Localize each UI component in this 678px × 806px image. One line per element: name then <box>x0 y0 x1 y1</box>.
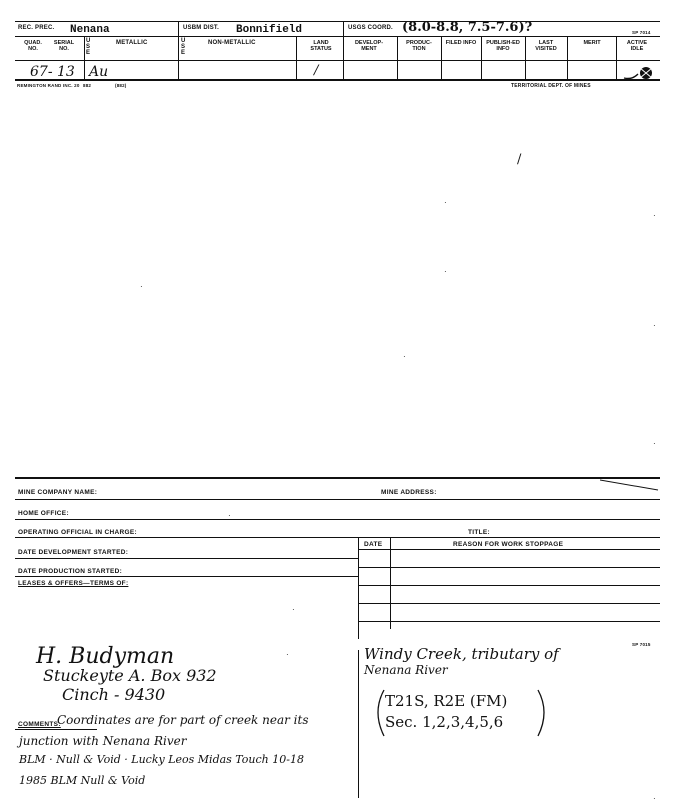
divider <box>397 36 398 79</box>
col-last-visited: LAST VISITED <box>535 40 557 52</box>
rec-prec-label: REC. PREC. <box>18 25 55 31</box>
corner-mark <box>600 478 660 492</box>
col-quad-no: QUAD. NO. <box>24 40 42 52</box>
speck: · <box>653 211 656 220</box>
col-s: S <box>86 44 91 50</box>
col-published-info: PUBLISH-ED INFO <box>486 40 520 52</box>
col-land-status: LAND STATUS <box>310 40 332 52</box>
divider <box>84 36 85 79</box>
stray-mark: / <box>517 152 522 167</box>
dev-started-label: DATE DEVELOPMENT STARTED: <box>18 549 129 556</box>
quad-serial-value: 67- 13 <box>30 64 75 80</box>
col-development: DEVELOP-MENT <box>354 40 384 52</box>
divider <box>616 36 617 79</box>
usgs-coord-label: USGS COORD. <box>348 25 393 31</box>
col-production: PRODUC-TION <box>406 40 432 52</box>
speck: · <box>403 352 406 361</box>
usgs-coord-value: (8.0-8.8, 7.5-7.6)? <box>402 20 533 35</box>
col-active-idle: ACTIVE IDLE <box>626 40 648 52</box>
speck: · <box>140 282 143 291</box>
divider <box>358 621 660 622</box>
handwritten-township-1: T21S, R2E (FM) <box>385 692 508 710</box>
title-label: TITLE: <box>468 529 491 536</box>
col-serial-no: SERIAL NO. <box>53 40 75 52</box>
handwritten-address-2: Cinch - 9430 <box>62 685 166 704</box>
divider <box>178 21 179 79</box>
divider <box>15 477 660 479</box>
col-u: U <box>86 38 91 44</box>
divider <box>15 499 660 500</box>
reason-stoppage-label: REASON FOR WORK STOPPAGE <box>453 541 564 548</box>
divider <box>15 729 97 730</box>
form-number-2: SP 7015 <box>632 642 651 647</box>
form-number: SP 7014 <box>632 30 651 35</box>
speck: · <box>653 794 656 803</box>
operating-official-label: OPERATING OFFICIAL IN CHARGE: <box>18 529 137 536</box>
printer-code-1: 882 <box>83 83 92 88</box>
header-top-rule <box>15 21 660 22</box>
divider <box>358 537 359 639</box>
usbm-dist-value: Bonnifield <box>236 24 303 36</box>
printer-note: REMINGTON RAND INC. 20 <box>17 83 80 88</box>
handwritten-township-2: Sec. 1,2,3,4,5,6 <box>385 713 504 731</box>
speck: · <box>653 321 656 330</box>
printer-code-2: (882) <box>115 83 127 88</box>
comment-line-2: junction with Nenana River <box>19 734 187 748</box>
col-e: E <box>86 50 91 56</box>
speck: · <box>444 198 447 207</box>
comment-line-1: Coordinates are for part of creek near its <box>57 713 309 727</box>
metallic-value: Au <box>89 64 109 80</box>
divider <box>343 21 344 79</box>
township-bracket <box>372 688 552 738</box>
col-e-2: E <box>181 50 186 56</box>
home-office-label: HOME OFFICE: <box>18 510 69 517</box>
col-s-2: S <box>181 44 186 50</box>
col-filed-info: FILED INFO <box>445 40 477 46</box>
header-row-rule <box>15 60 660 61</box>
header-bottom-rule <box>15 79 660 81</box>
col-u-2: U <box>181 38 186 44</box>
speck: · <box>653 439 656 448</box>
col-metallic: METALLIC <box>116 40 148 46</box>
speck: · <box>228 511 231 520</box>
divider <box>15 519 660 520</box>
handwritten-location-1: Windy Creek, tributary of <box>364 645 559 663</box>
rec-prec-value: Nenana <box>70 24 110 36</box>
divider <box>358 585 660 586</box>
divider <box>296 36 297 79</box>
divider <box>15 537 660 538</box>
divider <box>525 36 526 79</box>
divider <box>358 549 660 550</box>
usbm-dist-label: USBM DIST. <box>183 25 220 31</box>
divider <box>481 36 482 79</box>
dept-label: TERRITORIAL DEPT. OF MINES <box>511 83 591 89</box>
speck: · <box>292 605 295 614</box>
prod-started-label: DATE PRODUCTION STARTED: <box>18 568 123 575</box>
mine-address-label: MINE ADDRESS: <box>381 489 437 496</box>
active-mark-icon <box>622 62 658 82</box>
divider <box>358 567 660 568</box>
col-non-metallic: NON-METALLIC <box>208 40 256 46</box>
comment-line-4: 1985 BLM Null & Void <box>19 774 146 787</box>
land-status-value: / <box>314 63 319 78</box>
leases-label: LEASES & OFFERS—TERMS OF: <box>18 580 129 587</box>
handwritten-name: H. Budyman <box>36 644 175 669</box>
divider <box>358 650 359 798</box>
comment-line-3: BLM · Null & Void · Lucky Leos Midas Touch 10-18 <box>19 753 304 766</box>
divider <box>15 576 358 577</box>
divider <box>358 603 660 604</box>
handwritten-location-2: Nenana River <box>364 663 448 677</box>
divider <box>567 36 568 79</box>
mine-company-label: MINE COMPANY NAME: <box>18 489 98 496</box>
speck: · <box>286 650 289 659</box>
header-mid-rule <box>15 36 660 37</box>
divider <box>441 36 442 79</box>
divider <box>390 537 391 629</box>
speck: · <box>444 267 447 276</box>
comments-label: COMMENTS: <box>18 721 61 728</box>
date-column-label: DATE <box>364 541 383 548</box>
col-merit: MERIT <box>583 40 601 46</box>
divider <box>15 558 358 559</box>
handwritten-address-1: Stuckeyte A. Box 932 <box>43 666 217 685</box>
